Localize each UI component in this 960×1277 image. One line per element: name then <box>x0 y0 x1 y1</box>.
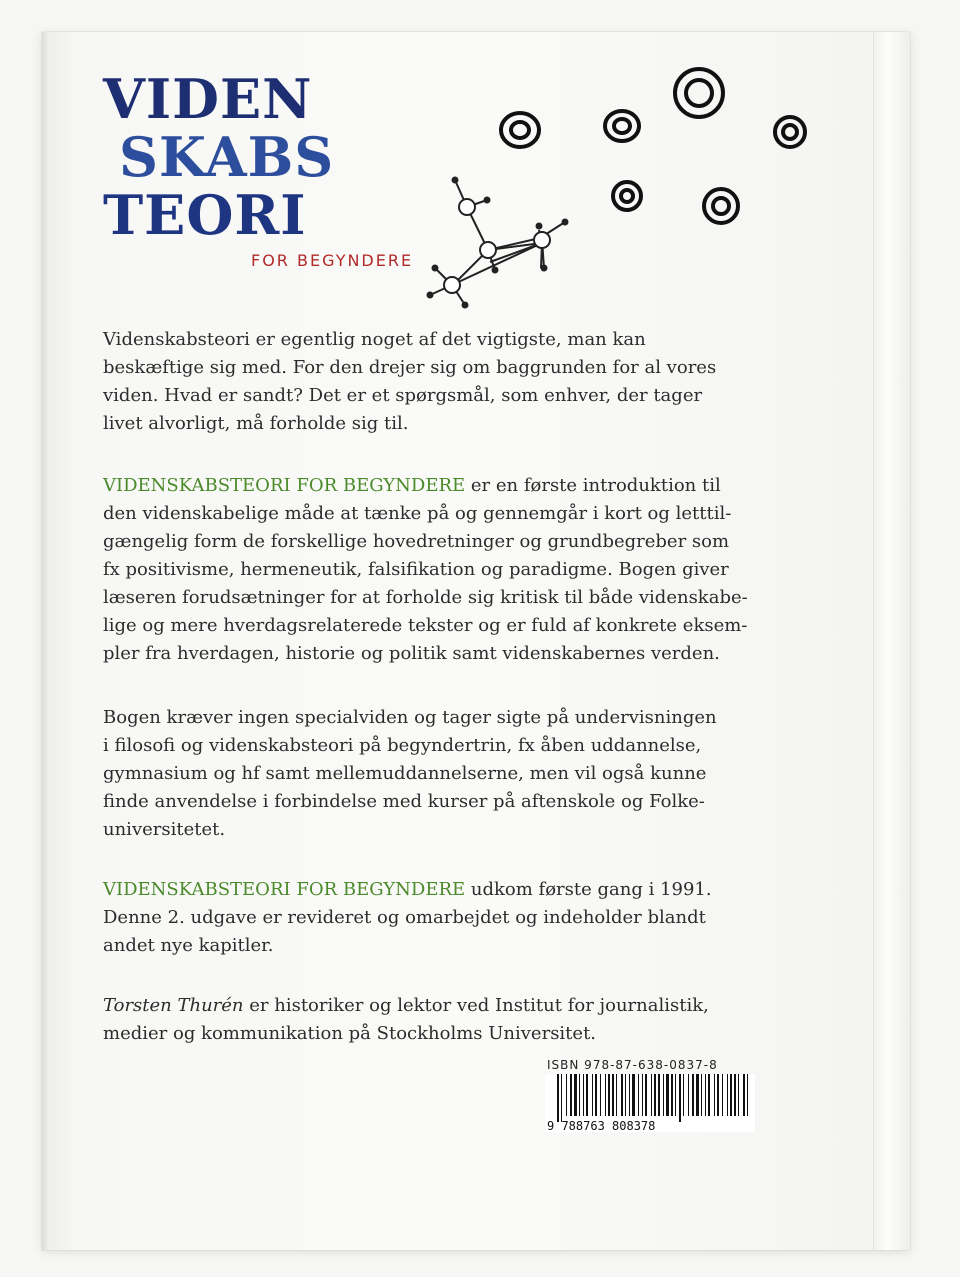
molecule-illustration <box>380 30 840 320</box>
title-line-1: VIDEN <box>103 67 313 131</box>
paragraph-introduction <box>103 472 753 668</box>
text-line: Videnskabsteori er egentlig noget af det vigtigste, man kan <box>103 329 646 350</box>
text-line: læseren forudsætninger for at forholde sig kritisk til både videnskabe- <box>103 587 748 608</box>
text-line: Bogen kræver ingen specialviden og tager sigte på undervisningen <box>103 707 717 728</box>
barcode-icon <box>545 1074 755 1132</box>
ring-icon <box>501 69 805 223</box>
text-line: andet nye kapitler. <box>103 935 274 956</box>
text-fragment: udkom første gang i 1991. <box>465 879 712 900</box>
text-line: den videnskabelige måde at tænke på og gennemgår i kort og letttil- <box>103 503 732 524</box>
text-line: medier og kommunikation på Stockholms Universitet. <box>103 1023 597 1044</box>
title-line-2: SKABS <box>119 125 335 189</box>
text-line: finde anvendelse i forbindelse med kurser på aftenskole og Folke- <box>103 791 705 812</box>
text-line: pler fra hverdagen, historie og politik samt videnskabernes verden. <box>103 643 720 664</box>
barcode-digits: 9 788763 808378 <box>547 1119 656 1132</box>
text-line <box>103 876 753 904</box>
book-title-highlight: VIDENSKABSTEORI FOR BEGYNDERE <box>103 879 466 900</box>
cover-spine-edge <box>873 32 910 1250</box>
isbn-label: ISBN 978-87-638-0837-8 <box>547 1058 718 1072</box>
paragraph-edition <box>103 876 753 960</box>
text-line: Denne 2. udgave er revideret og omarbejdet og indeholder blandt <box>103 907 706 928</box>
text-line: beskæftige sig med. For den drejer sig om baggrunden for al vores <box>103 357 717 378</box>
paragraph-author <box>103 992 753 1048</box>
text-line: i filosofi og videnskabsteori på begyndertrin, fx åben uddannelse, <box>103 735 702 756</box>
text-line: lige og mere hverdagsrelaterede tekster og er fuld af konkrete eksem- <box>103 615 748 636</box>
molecule-icon <box>428 178 568 308</box>
text-line: livet alvorligt, må forholde sig til. <box>103 413 409 434</box>
text-line: viden. Hvad er sandt? Det er et spørgsmål, som enhver, der tager <box>103 385 703 406</box>
text-line: gængelig form de forskellige hovedretninger og grundbegreber som <box>103 531 730 552</box>
paragraph-audience <box>103 704 753 844</box>
text-line: fx positivisme, hermeneutik, falsifikation og paradigme. Bogen giver <box>103 559 729 580</box>
text-fragment: er historiker og lektor ved Institut for journalistik, <box>243 995 709 1016</box>
text-line <box>103 992 753 1020</box>
text-fragment: er en første introduktion til <box>465 475 721 496</box>
book-title <box>103 67 335 247</box>
book-subtitle: FOR BEGYNDERE <box>251 251 414 270</box>
author-name: Torsten Thurén <box>103 995 244 1016</box>
text-line: universitetet. <box>103 819 226 840</box>
paragraph-intro <box>103 326 753 438</box>
cover-left-edge <box>42 32 50 1250</box>
book-title-highlight: VIDENSKABSTEORI FOR BEGYNDERE <box>103 475 466 496</box>
title-line-3: TEORI <box>103 183 307 247</box>
text-line <box>103 472 753 500</box>
text-line: gymnasium og hf samt mellemuddannelserne, men vil også kunne <box>103 763 707 784</box>
